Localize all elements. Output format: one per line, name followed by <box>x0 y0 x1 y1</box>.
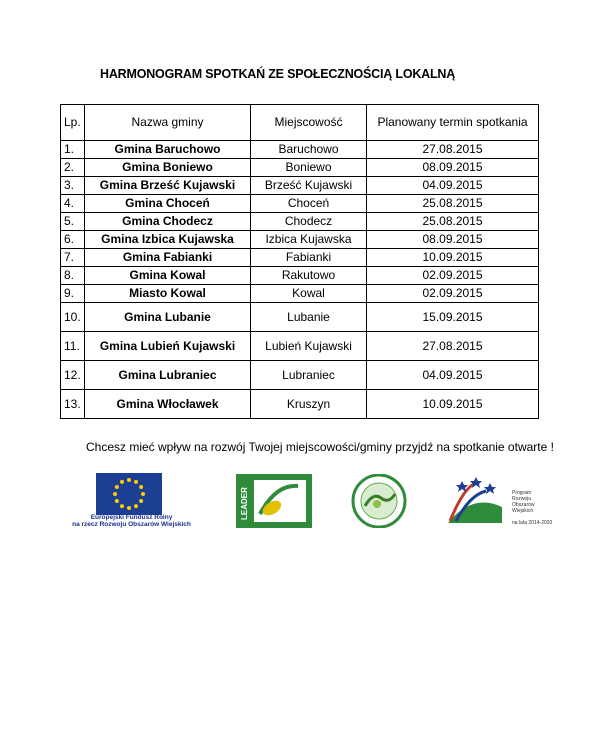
table-row <box>61 361 539 390</box>
eu-flag-icon <box>96 473 162 515</box>
leader-text: LEADER <box>240 487 249 520</box>
row-termin: 04.09.2015 <box>367 177 539 195</box>
row-gmina: Gmina Fabianki <box>85 249 251 267</box>
table-row <box>61 390 539 419</box>
table-row <box>61 303 539 332</box>
row-miejscowosc: Lubraniec <box>251 361 367 390</box>
prow-caption <box>512 490 552 526</box>
row-lp: 12. <box>61 361 85 390</box>
row-lp: 5. <box>61 213 85 231</box>
row-termin: 25.08.2015 <box>367 213 539 231</box>
row-gmina: Gmina Lubień Kujawski <box>85 332 251 361</box>
row-lp: 8. <box>61 267 85 285</box>
row-gmina: Gmina Baruchowo <box>85 141 251 159</box>
row-termin: 08.09.2015 <box>367 159 539 177</box>
table-row <box>61 285 539 303</box>
invitation-text: Chcesz mieć wpływ na rozwój Twojej miejscowości/gminy przyjdź na spotkanie otwarte ! <box>86 440 554 454</box>
prow-line: Wiejskich <box>512 508 534 514</box>
row-gmina: Gmina Choceń <box>85 195 251 213</box>
row-miejscowosc: Izbica Kujawska <box>251 231 367 249</box>
eu-fund-caption <box>64 514 199 528</box>
eu-caption-line-2: na rzecz Rozwoju Obszarów Wiejskich <box>72 521 191 528</box>
row-lp: 4. <box>61 195 85 213</box>
header-termin: Planowany termin spotkania <box>367 105 539 141</box>
row-termin: 02.09.2015 <box>367 285 539 303</box>
row-termin: 10.09.2015 <box>367 249 539 267</box>
eu-star-icon <box>141 492 145 496</box>
row-gmina: Gmina Włocławek <box>85 390 251 419</box>
schedule-table <box>60 104 539 419</box>
header-gmina: Nazwa gminy <box>85 105 251 141</box>
eu-star-icon <box>134 504 138 508</box>
row-gmina: Gmina Kowal <box>85 267 251 285</box>
eu-star-icon <box>139 485 143 489</box>
table-row <box>61 249 539 267</box>
eu-caption-line-1: Europejski Fundusz Rolny <box>90 514 173 521</box>
header-miejscowosc: Miejscowość <box>251 105 367 141</box>
table-row <box>61 267 539 285</box>
eu-star-icon <box>139 499 143 503</box>
eu-star-icon <box>120 504 124 508</box>
lgd-stamp-logo-icon <box>347 474 411 528</box>
prow-line: Obszarów <box>512 502 535 508</box>
row-lp: 11. <box>61 332 85 361</box>
row-gmina: Gmina Izbica Kujawska <box>85 231 251 249</box>
table-header-row <box>61 105 539 141</box>
eu-star-icon <box>113 492 117 496</box>
row-gmina: Gmina Boniewo <box>85 159 251 177</box>
row-gmina: Gmina Lubanie <box>85 303 251 332</box>
row-lp: 7. <box>61 249 85 267</box>
row-gmina: Gmina Brześć Kujawski <box>85 177 251 195</box>
row-termin: 15.09.2015 <box>367 303 539 332</box>
row-termin: 25.08.2015 <box>367 195 539 213</box>
prow-line: Program <box>512 490 532 496</box>
eu-star-icon <box>115 485 119 489</box>
row-gmina: Miasto Kowal <box>85 285 251 303</box>
row-miejscowosc: Baruchowo <box>251 141 367 159</box>
row-miejscowosc: Boniewo <box>251 159 367 177</box>
row-termin: 04.09.2015 <box>367 361 539 390</box>
table-row <box>61 159 539 177</box>
table-row <box>61 332 539 361</box>
row-miejscowosc: Brześć Kujawski <box>251 177 367 195</box>
row-miejscowosc: Choceń <box>251 195 367 213</box>
row-lp: 2. <box>61 159 85 177</box>
row-miejscowosc: Chodecz <box>251 213 367 231</box>
row-lp: 9. <box>61 285 85 303</box>
row-termin: 02.09.2015 <box>367 267 539 285</box>
row-miejscowosc: Fabianki <box>251 249 367 267</box>
prow-logo-icon <box>442 473 508 527</box>
document-title: HARMONOGRAM SPOTKAŃ ZE SPOŁECZNOŚCIĄ LOKALNĄ <box>100 67 456 81</box>
row-lp: 1. <box>61 141 85 159</box>
row-termin: 27.08.2015 <box>367 332 539 361</box>
eu-star-icon <box>120 480 124 484</box>
table-row <box>61 177 539 195</box>
row-lp: 10. <box>61 303 85 332</box>
prow-line: na lata 2014-2020 <box>512 520 553 526</box>
row-miejscowosc: Lubień Kujawski <box>251 332 367 361</box>
table-row <box>61 231 539 249</box>
table-row <box>61 195 539 213</box>
row-termin: 10.09.2015 <box>367 390 539 419</box>
eu-star-icon <box>115 499 119 503</box>
row-gmina: Gmina Lubraniec <box>85 361 251 390</box>
header-lp: Lp. <box>61 105 85 141</box>
row-lp: 3. <box>61 177 85 195</box>
eu-star-icon <box>134 480 138 484</box>
table-row <box>61 213 539 231</box>
leader-logo-icon <box>236 474 312 528</box>
eu-star-icon <box>127 478 131 482</box>
prow-line: Rozwoju <box>512 496 532 502</box>
row-miejscowosc: Kruszyn <box>251 390 367 419</box>
row-gmina: Gmina Chodecz <box>85 213 251 231</box>
row-miejscowosc: Kowal <box>251 285 367 303</box>
row-termin: 27.08.2015 <box>367 141 539 159</box>
row-miejscowosc: Lubanie <box>251 303 367 332</box>
row-miejscowosc: Rakutowo <box>251 267 367 285</box>
row-lp: 13. <box>61 390 85 419</box>
eu-star-icon <box>127 506 131 510</box>
row-lp: 6. <box>61 231 85 249</box>
row-termin: 08.09.2015 <box>367 231 539 249</box>
table-row <box>61 141 539 159</box>
